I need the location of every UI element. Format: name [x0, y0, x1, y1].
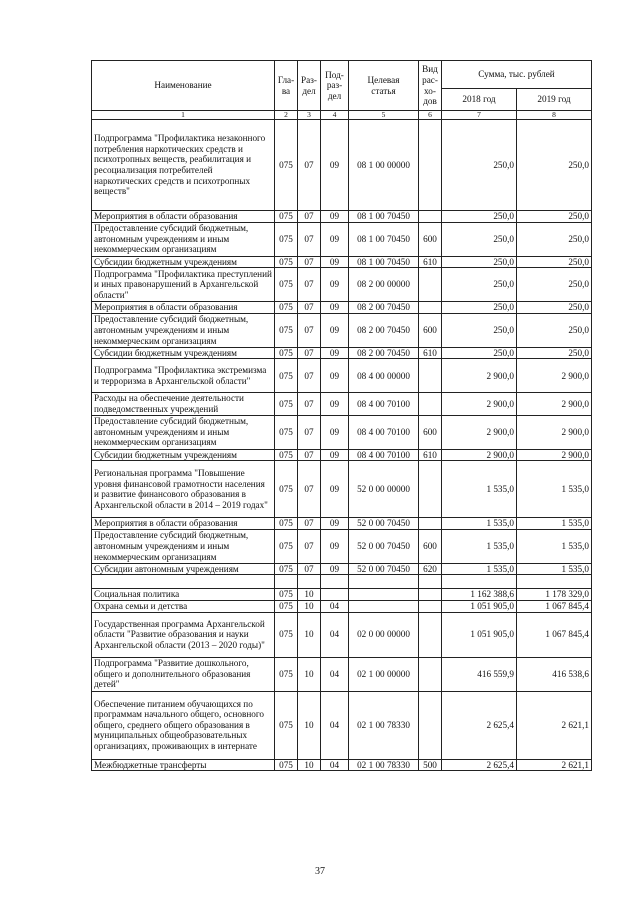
cell-name: Подпрограмма "Профилактика преступлений и иных правонарушений в Архангельской области" — [92, 268, 275, 302]
table-row — [92, 302, 592, 314]
cell-chapter: 075 — [275, 256, 298, 268]
cell-subsection: 09 — [321, 302, 349, 314]
cell-amount-2018: 1 535,0 — [442, 529, 517, 563]
cell-chapter: 075 — [275, 302, 298, 314]
cell-subsection: 09 — [321, 268, 349, 302]
cell-chapter: 075 — [275, 461, 298, 518]
cell-expense-type — [419, 211, 442, 223]
cell-amount-2018: 1 535,0 — [442, 518, 517, 530]
header-target: Целевая статья — [349, 61, 419, 111]
empty-cell — [275, 575, 298, 589]
cell-amount-2019: 1 535,0 — [517, 563, 592, 575]
table-row — [92, 347, 592, 359]
column-number: 4 — [321, 111, 349, 120]
cell-subsection: 09 — [321, 347, 349, 359]
cell-name: Мероприятия в области образования — [92, 211, 275, 223]
cell-name: Предоставление субсидий бюджетным, автономным учреждениям и иным некоммерческим организациям — [92, 313, 275, 347]
column-number: 6 — [419, 111, 442, 120]
cell-expense-type — [419, 120, 442, 211]
table-row — [92, 222, 592, 256]
cell-chapter: 075 — [275, 211, 298, 223]
cell-name: Субсидии бюджетным учреждениям — [92, 449, 275, 461]
cell-amount-2018: 2 900,0 — [442, 449, 517, 461]
column-number: 8 — [517, 111, 592, 120]
table-row — [92, 393, 592, 415]
page-number: 37 — [315, 866, 325, 877]
table-row — [92, 211, 592, 223]
cell-amount-2018: 1 051 905,0 — [442, 600, 517, 612]
cell-name: Предоставление субсидий бюджетным, автономным учреждениям и иным некоммерческим организациям — [92, 222, 275, 256]
cell-amount-2019: 416 538,6 — [517, 657, 592, 691]
cell-expense-type: 620 — [419, 563, 442, 575]
cell-chapter: 075 — [275, 518, 298, 530]
cell-name: Предоставление субсидий бюджетным, автономным учреждениям и иным некоммерческим организациям — [92, 529, 275, 563]
cell-chapter: 075 — [275, 313, 298, 347]
cell-chapter: 075 — [275, 691, 298, 759]
cell-name: Субсидии бюджетным учреждениям — [92, 256, 275, 268]
cell-target: 02 0 00 00000 — [349, 612, 419, 657]
cell-subsection — [321, 589, 349, 601]
cell-amount-2019: 1 535,0 — [517, 529, 592, 563]
cell-expense-type: 600 — [419, 529, 442, 563]
table-row — [92, 657, 592, 691]
cell-chapter: 075 — [275, 589, 298, 601]
cell-expense-type — [419, 268, 442, 302]
column-number: 3 — [298, 111, 321, 120]
table-row — [92, 600, 592, 612]
cell-subsection: 04 — [321, 612, 349, 657]
cell-name: Мероприятия в области образования — [92, 518, 275, 530]
cell-subsection: 04 — [321, 600, 349, 612]
table-row — [92, 256, 592, 268]
cell-target: 52 0 00 00000 — [349, 461, 419, 518]
cell-expense-type — [419, 600, 442, 612]
cell-expense-type — [419, 393, 442, 415]
cell-expense-type — [419, 359, 442, 393]
cell-section: 07 — [298, 393, 321, 415]
cell-amount-2019: 2 900,0 — [517, 415, 592, 449]
cell-chapter: 075 — [275, 222, 298, 256]
column-number-row — [92, 111, 592, 120]
cell-amount-2018: 2 900,0 — [442, 359, 517, 393]
cell-expense-type — [419, 589, 442, 601]
cell-subsection: 04 — [321, 657, 349, 691]
cell-subsection: 09 — [321, 461, 349, 518]
cell-chapter: 075 — [275, 268, 298, 302]
cell-target: 08 4 00 70100 — [349, 415, 419, 449]
cell-amount-2018: 250,0 — [442, 120, 517, 211]
cell-name: Региональная программа "Повышение уровня финансовой грамотности населения и развитие финансового образования в Архангельской области в 2014 – 2019 годах" — [92, 461, 275, 518]
cell-name: Охрана семьи и детства — [92, 600, 275, 612]
cell-section: 07 — [298, 222, 321, 256]
cell-target: 08 4 00 00000 — [349, 359, 419, 393]
cell-expense-type: 600 — [419, 415, 442, 449]
header-amount: Сумма, тыс. рублей — [442, 61, 592, 89]
cell-target — [349, 589, 419, 601]
empty-cell — [321, 575, 349, 589]
cell-chapter: 075 — [275, 120, 298, 211]
cell-name: Расходы на обеспечение деятельности подведомственных учреждений — [92, 393, 275, 415]
cell-expense-type — [419, 657, 442, 691]
table-row — [92, 359, 592, 393]
cell-subsection: 09 — [321, 518, 349, 530]
header-subsection: Под- раз- дел — [321, 61, 349, 111]
table-row — [92, 589, 592, 601]
cell-amount-2019: 250,0 — [517, 120, 592, 211]
cell-amount-2019: 2 621,1 — [517, 691, 592, 759]
cell-section: 10 — [298, 691, 321, 759]
table-row — [92, 691, 592, 759]
cell-amount-2018: 250,0 — [442, 256, 517, 268]
cell-chapter: 075 — [275, 449, 298, 461]
cell-target: 08 2 00 70450 — [349, 313, 419, 347]
cell-amount-2018: 1 162 388,6 — [442, 589, 517, 601]
cell-name: Государственная программа Архангельской области "Развитие образования и науки Архангельской области (2013 – 2020 годы)" — [92, 612, 275, 657]
table-row — [92, 449, 592, 461]
cell-amount-2019: 1 067 845,4 — [517, 612, 592, 657]
header-name: Наименование — [92, 61, 275, 111]
cell-section: 07 — [298, 518, 321, 530]
table-row — [92, 563, 592, 575]
cell-expense-type: 610 — [419, 347, 442, 359]
cell-subsection: 09 — [321, 256, 349, 268]
column-number: 7 — [442, 111, 517, 120]
cell-target: 08 4 00 70100 — [349, 449, 419, 461]
cell-amount-2019: 250,0 — [517, 222, 592, 256]
cell-section: 07 — [298, 313, 321, 347]
cell-subsection: 09 — [321, 222, 349, 256]
cell-expense-type: 610 — [419, 256, 442, 268]
header-year-2019: 2019 год — [517, 89, 592, 111]
cell-amount-2019: 1 535,0 — [517, 461, 592, 518]
table-row — [92, 268, 592, 302]
table-row — [92, 518, 592, 530]
cell-chapter: 075 — [275, 612, 298, 657]
cell-expense-type — [419, 691, 442, 759]
cell-amount-2018: 250,0 — [442, 313, 517, 347]
cell-subsection: 04 — [321, 759, 349, 771]
cell-chapter: 075 — [275, 759, 298, 771]
cell-target: 08 1 00 00000 — [349, 120, 419, 211]
cell-chapter: 075 — [275, 563, 298, 575]
cell-target: 02 1 00 78330 — [349, 691, 419, 759]
cell-section: 07 — [298, 302, 321, 314]
table-row — [92, 529, 592, 563]
cell-section: 07 — [298, 347, 321, 359]
cell-name: Предоставление субсидий бюджетным, автономным учреждениям и иным некоммерческим организациям — [92, 415, 275, 449]
cell-chapter: 075 — [275, 359, 298, 393]
table-row — [92, 415, 592, 449]
cell-expense-type: 610 — [419, 449, 442, 461]
cell-amount-2018: 250,0 — [442, 268, 517, 302]
cell-section: 10 — [298, 612, 321, 657]
cell-section: 10 — [298, 589, 321, 601]
cell-chapter: 075 — [275, 529, 298, 563]
cell-subsection: 09 — [321, 120, 349, 211]
cell-section: 07 — [298, 563, 321, 575]
cell-target: 08 2 00 70450 — [349, 347, 419, 359]
cell-amount-2019: 250,0 — [517, 211, 592, 223]
cell-amount-2018: 250,0 — [442, 222, 517, 256]
cell-name: Субсидии автономным учреждениям — [92, 563, 275, 575]
cell-target: 08 2 00 00000 — [349, 268, 419, 302]
cell-expense-type — [419, 302, 442, 314]
cell-subsection: 09 — [321, 563, 349, 575]
empty-cell — [298, 575, 321, 589]
table-row — [92, 575, 592, 589]
cell-subsection: 09 — [321, 415, 349, 449]
cell-subsection: 09 — [321, 393, 349, 415]
cell-expense-type: 500 — [419, 759, 442, 771]
cell-name: Мероприятия в области образования — [92, 302, 275, 314]
cell-amount-2019: 250,0 — [517, 302, 592, 314]
cell-amount-2019: 250,0 — [517, 347, 592, 359]
cell-target: 08 2 00 70450 — [349, 302, 419, 314]
cell-amount-2019: 250,0 — [517, 268, 592, 302]
cell-chapter: 075 — [275, 600, 298, 612]
cell-expense-type — [419, 612, 442, 657]
cell-amount-2019: 1 535,0 — [517, 518, 592, 530]
cell-amount-2018: 1 051 905,0 — [442, 612, 517, 657]
cell-amount-2019: 2 900,0 — [517, 393, 592, 415]
cell-target: 52 0 00 70450 — [349, 518, 419, 530]
cell-amount-2019: 2 900,0 — [517, 449, 592, 461]
cell-name: Межбюджетные трансферты — [92, 759, 275, 771]
cell-amount-2019: 1 178 329,0 — [517, 589, 592, 601]
cell-chapter: 075 — [275, 657, 298, 691]
cell-section: 07 — [298, 120, 321, 211]
cell-expense-type: 600 — [419, 313, 442, 347]
cell-expense-type: 600 — [419, 222, 442, 256]
column-number: 1 — [92, 111, 275, 120]
cell-expense-type — [419, 461, 442, 518]
cell-target — [349, 600, 419, 612]
table-row — [92, 612, 592, 657]
cell-section: 07 — [298, 415, 321, 449]
cell-subsection: 04 — [321, 691, 349, 759]
column-number: 2 — [275, 111, 298, 120]
cell-amount-2018: 2 900,0 — [442, 393, 517, 415]
cell-expense-type — [419, 518, 442, 530]
cell-amount-2018: 2 900,0 — [442, 415, 517, 449]
cell-subsection: 09 — [321, 211, 349, 223]
cell-amount-2018: 250,0 — [442, 302, 517, 314]
cell-amount-2018: 2 625,4 — [442, 759, 517, 771]
empty-cell — [442, 575, 517, 589]
cell-section: 07 — [298, 268, 321, 302]
cell-amount-2019: 250,0 — [517, 256, 592, 268]
cell-subsection: 09 — [321, 449, 349, 461]
cell-name: Субсидии бюджетным учреждениям — [92, 347, 275, 359]
cell-amount-2018: 250,0 — [442, 347, 517, 359]
cell-target: 02 1 00 00000 — [349, 657, 419, 691]
cell-section: 07 — [298, 461, 321, 518]
cell-subsection: 09 — [321, 359, 349, 393]
cell-amount-2018: 1 535,0 — [442, 563, 517, 575]
cell-subsection: 09 — [321, 529, 349, 563]
cell-amount-2019: 2 900,0 — [517, 359, 592, 393]
cell-amount-2018: 2 625,4 — [442, 691, 517, 759]
column-number: 5 — [349, 111, 419, 120]
cell-amount-2018: 416 559,9 — [442, 657, 517, 691]
cell-target: 08 1 00 70450 — [349, 222, 419, 256]
cell-amount-2018: 1 535,0 — [442, 461, 517, 518]
cell-amount-2018: 250,0 — [442, 211, 517, 223]
cell-section: 10 — [298, 657, 321, 691]
cell-amount-2019: 1 067 845,4 — [517, 600, 592, 612]
cell-chapter: 075 — [275, 347, 298, 359]
cell-name: Социальная политика — [92, 589, 275, 601]
cell-name: Обеспечение питанием обучающихся по программам начального общего, основного общего, среднего общего образования в муниципальных общеобразовательных организациях, проживающих в интернате — [92, 691, 275, 759]
cell-section: 10 — [298, 600, 321, 612]
cell-name: Подпрограмма "Развитие дошкольного, общего и дополнительного образования детей" — [92, 657, 275, 691]
table-row — [92, 120, 592, 211]
header-chapter: Гла- ва — [275, 61, 298, 111]
cell-section: 07 — [298, 256, 321, 268]
cell-target: 52 0 00 70450 — [349, 563, 419, 575]
table-row — [92, 313, 592, 347]
cell-name: Подпрограмма "Профилактика экстремизма и терроризма в Архангельской области" — [92, 359, 275, 393]
cell-target: 08 4 00 70100 — [349, 393, 419, 415]
cell-chapter: 075 — [275, 415, 298, 449]
cell-target: 52 0 00 70450 — [349, 529, 419, 563]
empty-cell — [517, 575, 592, 589]
table-row — [92, 461, 592, 518]
budget-table — [91, 60, 592, 771]
table-row — [92, 759, 592, 771]
cell-target: 08 1 00 70450 — [349, 211, 419, 223]
cell-target: 02 1 00 78330 — [349, 759, 419, 771]
empty-cell — [419, 575, 442, 589]
cell-section: 07 — [298, 211, 321, 223]
header-section: Раз- дел — [298, 61, 321, 111]
cell-section: 10 — [298, 759, 321, 771]
cell-section: 07 — [298, 359, 321, 393]
empty-cell — [92, 575, 275, 589]
header-year-2018: 2018 год — [442, 89, 517, 111]
cell-section: 07 — [298, 449, 321, 461]
cell-amount-2019: 250,0 — [517, 313, 592, 347]
cell-section: 07 — [298, 529, 321, 563]
cell-amount-2019: 2 621,1 — [517, 759, 592, 771]
cell-chapter: 075 — [275, 393, 298, 415]
empty-cell — [349, 575, 419, 589]
cell-target: 08 1 00 70450 — [349, 256, 419, 268]
header-expense-type: Вид рас- хо- дов — [419, 61, 442, 111]
cell-name: Подпрограмма "Профилактика незаконного потребления наркотических средств и психотропных веществ, реабилитация и ресоциализация потребителей наркотических средств и психотропных веществ" — [92, 120, 275, 211]
cell-subsection: 09 — [321, 313, 349, 347]
